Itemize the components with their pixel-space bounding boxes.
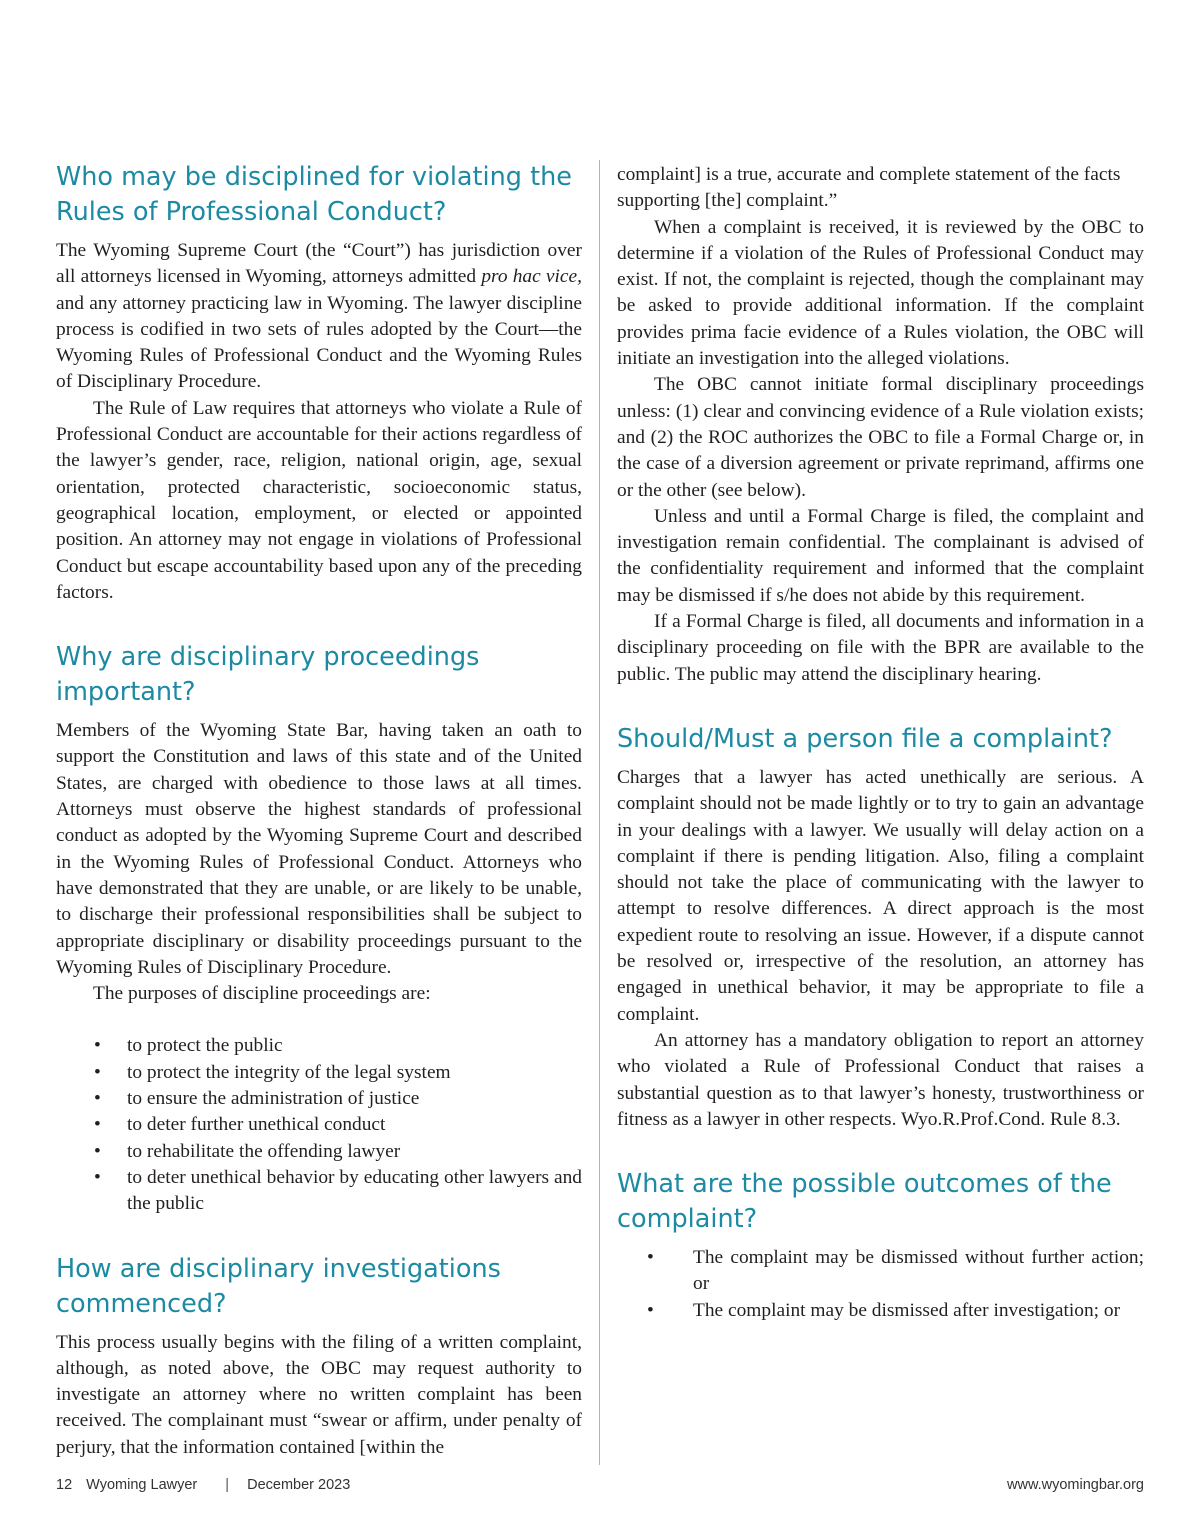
- publication-name: Wyoming Lawyer: [86, 1477, 198, 1493]
- pro-hac-vice-text: pro hac vice,: [481, 266, 582, 288]
- heading-should-must-file: Should/Must a person file a complaint?: [617, 723, 1113, 754]
- outcomes-list: [617, 1245, 1144, 1324]
- paragraph-members-oath: Members of the Wyoming State Bar, having taken an oath to support the Constitution and laws of this state and of the United States, are charged with obedience to those laws at all times. Attorneys must observe the highest standards of professional conduct as adopted by the Wyoming Supreme Court and described in the Wyoming Rules of Professional Conduct. Attorneys who have demonstrated that they are unable, or are likely to be unable, to discharge their professional responsibilities shall be subject to appropriate disciplinary or disability proceedings pursuant to the Wyoming Rules of Disciplinary Procedure.: [56, 720, 582, 978]
- paragraph-formal-charge-public: If a Formal Charge is filed, all documents and information in a disciplinary proceeding on file with the BPR are available to the public. The public may attend the disciplinary hearing.: [617, 611, 1144, 685]
- paragraph-complaint-continued: complaint] is a true, accurate and complete statement of the facts supporting [the] complaint.”: [617, 164, 1121, 212]
- list-item: • to ensure the administration of justice: [56, 1086, 582, 1112]
- jurisdiction-text-a: The Wyoming Supreme Court (the “Court”) has jurisdiction over all attorneys licensed in Wyoming, attorneys admitted: [56, 240, 582, 288]
- list-item: • to deter unethical behavior by educating other lawyers and the public: [94, 1166, 582, 1215]
- footer-separator: |: [225, 1477, 230, 1493]
- heading-why-important: Why are disciplinary proceedings important?: [56, 642, 480, 708]
- column-divider: [599, 160, 600, 1465]
- list-item: • to protect the public: [56, 1033, 582, 1059]
- paragraph-charges-serious: Charges that a lawyer has acted unethically are serious. A complaint should not be made lightly or to try to gain an advantage in your dealings with a lawyer. We usually will delay action on a complaint if there is pending litigation. Also, filing a complaint should not take the place of communicating with the lawyer to attempt to resolve differences. A direct approach is the most expedient route to resolving an issue. However, if a dispute cannot be resolved or, irrespective of the resolution, an attorney has engaged in unethical behavior, it may be appropriate to file a complaint.: [617, 766, 1144, 1025]
- bullet-icon: •: [94, 1114, 101, 1136]
- paragraph-jurisdiction: [56, 238, 582, 396]
- bullet-icon: •: [647, 1299, 654, 1321]
- footer-left: [56, 1477, 1144, 1493]
- bullet-icon: •: [94, 1035, 101, 1057]
- left-column: [56, 160, 582, 1461]
- bullet-icon: •: [94, 1166, 101, 1188]
- paragraph-mandatory-report: An attorney has a mandatory obligation to report an attorney who violated a Rule of Professional Conduct that raises a substantial question as to that lawyer’s honesty, trustworthiness or fitness as a lawyer in other respects. Wyo.R.Prof.Cond. Rule 8.3.: [617, 1029, 1144, 1130]
- heading-possible-outcomes: What are the possible outcomes of the complaint?: [617, 1169, 1112, 1235]
- paragraph-formal-proceedings: The OBC cannot initiate formal disciplinary proceedings unless: (1) clear and convincing evidence of a Rule violation exists; and (2) the ROC authorizes the OBC to file a Formal Charge or, in the case of a diversion agreement or private reprimand, affirms one or the other (see below).: [617, 374, 1144, 501]
- list-item: • to rehabilitate the offending lawyer: [56, 1139, 582, 1165]
- jurisdiction-text-b: and any attorney practicing law in Wyoming. The lawyer discipline process is codified in two sets of rules adopted by the Court—the Wyoming Rules of Professional Conduct and the Wyoming Rules of Disciplinary Procedure.: [56, 292, 582, 393]
- bullet-icon: •: [94, 1088, 101, 1110]
- paragraph-purposes-intro: The purposes of discipline proceedings are:: [93, 983, 431, 1005]
- list-item: • to protect the integrity of the legal system: [56, 1060, 582, 1086]
- purposes-list: [56, 1033, 582, 1217]
- bullet-icon: •: [94, 1061, 101, 1083]
- list-item: • to deter further unethical conduct: [56, 1112, 582, 1138]
- bullet-icon: •: [647, 1247, 654, 1269]
- bullet-icon: •: [94, 1140, 101, 1162]
- heading-how-commenced: How are disciplinary investigations commenced?: [56, 1253, 501, 1319]
- website-url: www.wyomingbar.org: [1007, 1477, 1144, 1493]
- page-number: 12: [56, 1477, 73, 1493]
- right-column: [617, 162, 1144, 1324]
- page-footer: [56, 1477, 1144, 1497]
- issue-date: December 2023: [247, 1477, 351, 1493]
- heading-who-may-be-disciplined: Who may be disciplined for violating the Rules of Professional Conduct?: [56, 162, 572, 227]
- paragraph-complaint-received: When a complaint is received, it is reviewed by the OBC to determine if a violation of the Rules of Professional Conduct may exist. If not, the complaint is rejected, though the complainant may be asked to provide additional information. If the complaint provides prima facie evidence of a Rules violation, the OBC will initiate an investigation into the alleged violations.: [617, 216, 1144, 370]
- list-item: • The complaint may be dismissed without further action; or: [647, 1247, 1144, 1295]
- paragraph-rule-of-law: The Rule of Law requires that attorneys who violate a Rule of Professional Conduct are accountable for their actions regardless of the lawyer’s gender, race, religion, national origin, age, sexual orientation, protected characteristic, socioeconomic status, geographical location, employment, or elected or appointed position. An attorney may not engage in violations of Professional Conduct but escape accountability based upon any of the preceding factors.: [56, 397, 582, 603]
- paragraph-process-begins: This process usually begins with the filing of a written complaint, although, as noted above, the OBC may request authority to investigate an attorney where no written complaint has been received. The complainant must “swear or affirm, under penalty of perjury, that the information contained [within the: [56, 1331, 582, 1458]
- paragraph-confidentiality: Unless and until a Formal Charge is filed, the complaint and investigation remain confidential. The complainant is advised of the confidentiality requirement and informed that the complaint may be dismissed if s/he does not abide by this requirement.: [617, 505, 1144, 606]
- list-item: • The complaint may be dismissed after investigation; or: [617, 1298, 1144, 1324]
